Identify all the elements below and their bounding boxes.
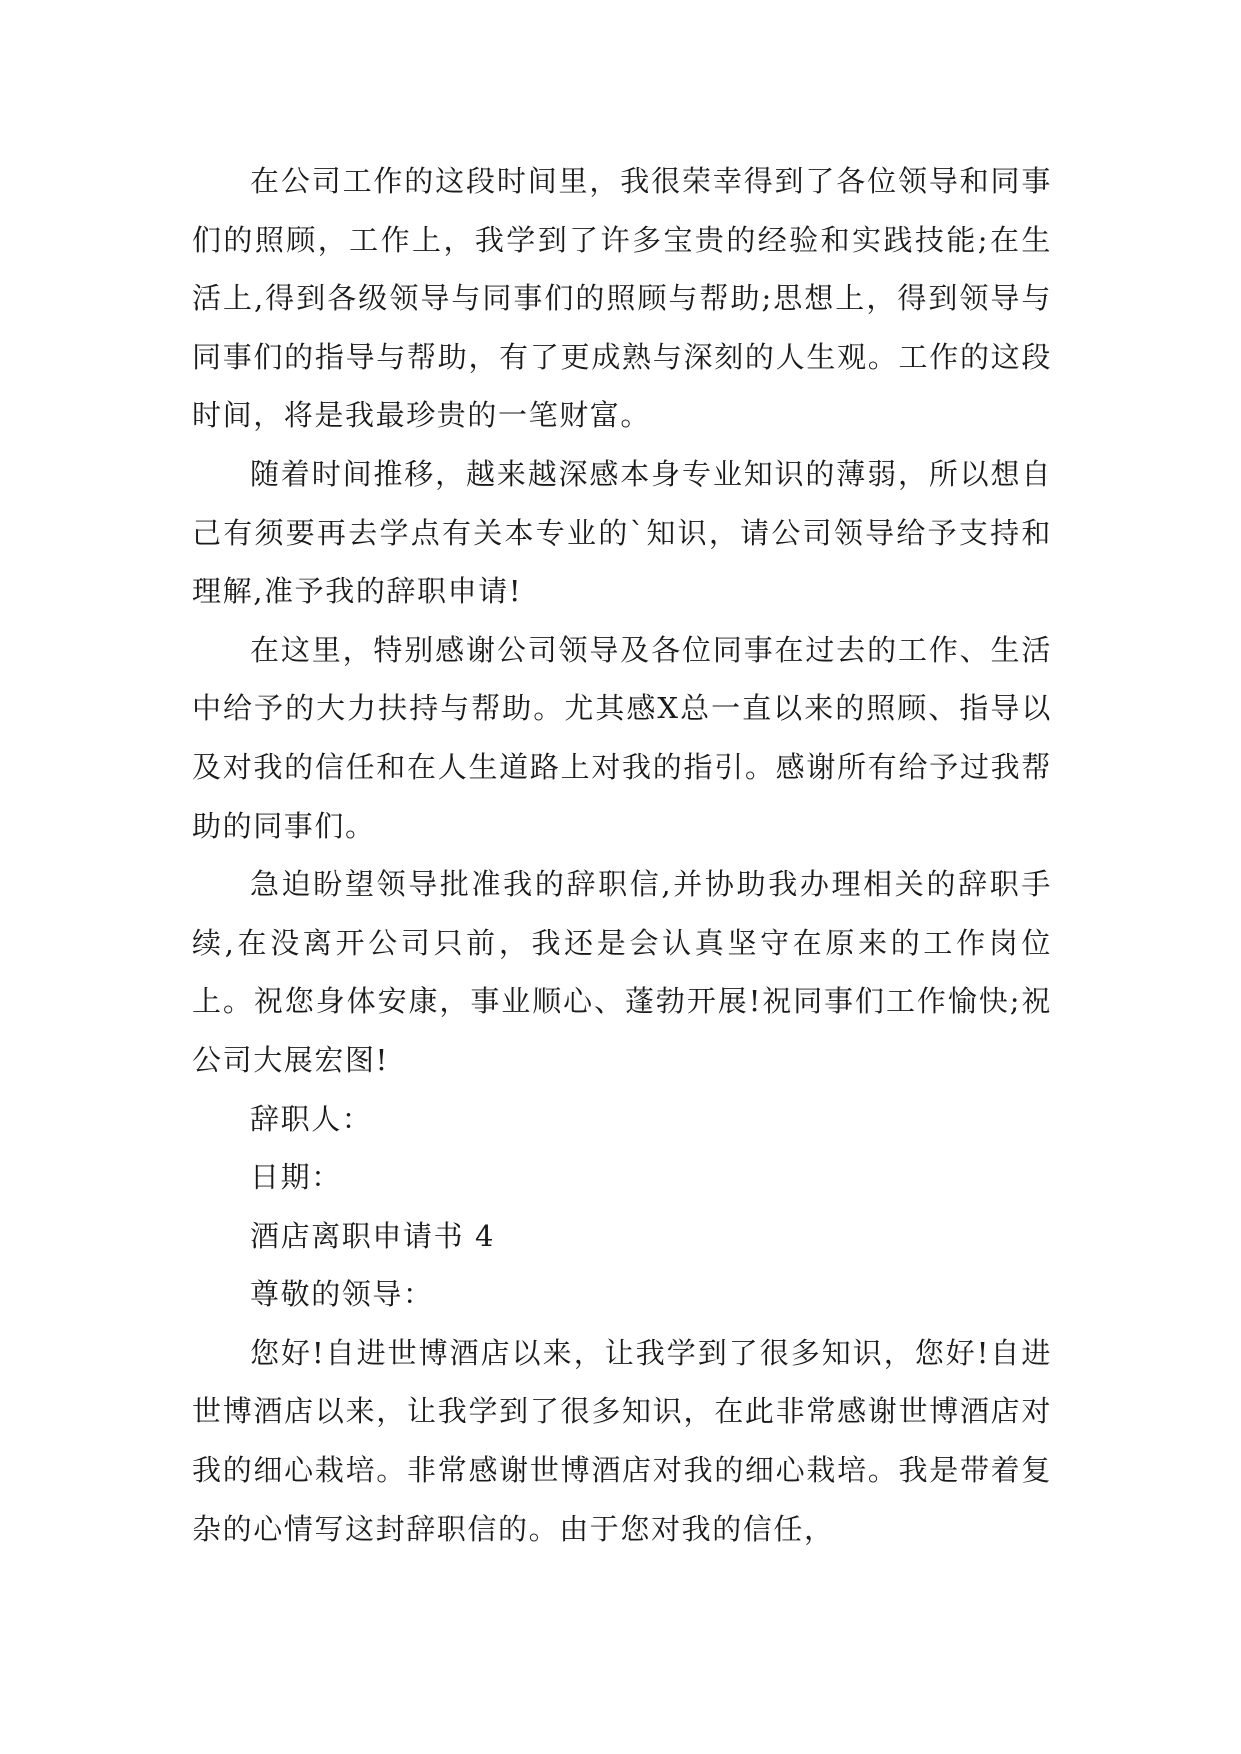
paragraph-reason: 随着时间推移，越来越深感本身专业知识的薄弱，所以想自己有须要再去学点有关本专业的`知识，请公司领导给予支持和理解,准予我的辞职申请! [192,456,1052,609]
salutation: 尊敬的领导： [250,1277,434,1312]
paragraph-opening: 您好!自进世博酒店以来，让我学到了很多知识，您好!自进世博酒店以来，让我学到了很多知识，在此非常感谢世博酒店对我的细心栽培。非常感谢世博酒店对我的细心栽培。我是带着复杂的心情写这封辞职信的。由于您对我的信任， [192,1335,1052,1546]
date-label: 日期： [250,1160,342,1195]
paragraph-thanks: 在这里，特别感谢公司领导及各位同事在过去的工作、生活中给予的大力扶持与帮助。尤其感X总一直以来的照顾、指导以及对我的信任和在人生道路上对我的指引。感谢所有给予过我帮助的同事们。 [192,632,1052,843]
paragraph-request: 急迫盼望领导批准我的辞职信,并协助我办理相关的辞职手续,在没离开公司只前，我还是会认真坚守在原来的工作岗位上。祝您身体安康，事业顺心、蓬勃开展!祝同事们工作愉快;祝公司大展宏图! [192,867,1052,1077]
paragraph-gratitude: 在公司工作的这段时间里，我很荣幸得到了各位领导和同事们的照顾，工作上，我学到了许多宝贵的经验和实践技能;在生活上,得到各级领导与同事们的照顾与帮助;思想上，得到领导与同事们的指导与帮助，有了更成熟与深刻的人生观。工作的这段时间，将是我最珍贵的一笔财富。 [192,164,1052,433]
section-heading: 酒店离职申请书 4 [250,1218,496,1253]
document-body [192,152,1052,1558]
signature-label: 辞职人： [250,1101,373,1136]
